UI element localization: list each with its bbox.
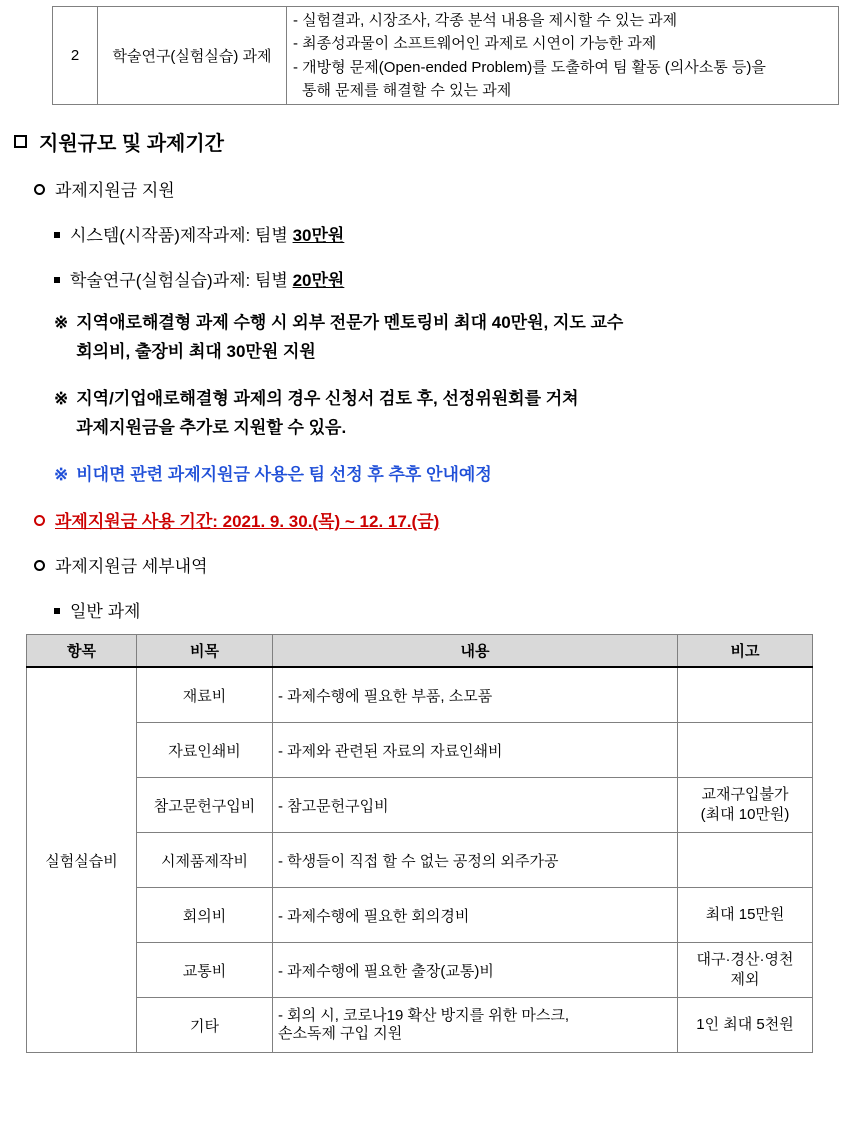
funding-usage-period (34, 507, 847, 532)
subsection-funding-details (34, 552, 847, 577)
table-row (53, 7, 839, 105)
table-row (27, 723, 813, 778)
subsection-support-funding (34, 176, 847, 201)
task-description-line-4 (293, 79, 834, 102)
square-bullet-icon (14, 135, 27, 148)
subsection-support-funding-text: 과제지원금 지원 (55, 181, 175, 200)
cell-content: - 과제수행에 필요한 출장(교통)비 (273, 943, 678, 998)
header-remark: 비고 (678, 635, 813, 668)
funding-item-system-amount: 30만원 (292, 226, 345, 245)
note-additional-funding (54, 385, 847, 443)
cell-remark: 최대 15만원 (678, 888, 813, 943)
cell-remark (678, 723, 813, 778)
cell-budget: 교통비 (137, 943, 273, 998)
cell-remark: 대구·경산·영천 제외 (678, 943, 813, 998)
funding-item-system-text (70, 221, 344, 246)
table-row (27, 778, 813, 833)
cell-remark (678, 833, 813, 888)
cell-budget: 시제품제작비 (137, 833, 273, 888)
cell-content: - 과제수행에 필요한 부품, 소모품 (273, 667, 678, 723)
funding-item-research-prefix: 학술연구(실험실습)과제: 팀별 (70, 271, 293, 290)
table-row (27, 833, 813, 888)
cell-remark: 교재구입불가 (최대 10만원) (678, 778, 813, 833)
table-row (27, 998, 813, 1053)
header-content: 내용 (273, 635, 678, 668)
small-square-bullet-icon (54, 232, 60, 238)
note-regional-mentoring-line-2: 회의비, 출장비 최대 30만원 지원 (76, 341, 316, 361)
note-additional-funding-line-1: 지역/기업애로해결형 과제의 경우 신청서 검토 후, 선정위원회를 거쳐 (76, 388, 579, 408)
header-budget: 비목 (137, 635, 273, 668)
task-description-line-1: - 실험결과, 시장조사, 각종 분석 내용을 제시할 수 있는 과제 (293, 12, 678, 29)
cell-content: - 참고문헌구입비 (273, 778, 678, 833)
cell-budget: 기타 (137, 998, 273, 1053)
table-row (27, 667, 813, 723)
funding-item-research-amount: 20만원 (292, 271, 345, 290)
funding-item-system-prefix: 시스템(시작품)제작과제: 팀별 (70, 226, 293, 245)
document-page (0, 6, 847, 1145)
cell-budget: 자료인쇄비 (137, 723, 273, 778)
cell-content: - 과제수행에 필요한 회의경비 (273, 888, 678, 943)
task-description-cell (287, 7, 839, 105)
cell-budget: 참고문헌구입비 (137, 778, 273, 833)
cell-remark (678, 667, 813, 723)
funding-usage-period-text: 과제지원금 사용 기간: 2021. 9. 30.(목) ~ 12. 17.(금) (55, 512, 440, 532)
note-additional-funding-body (76, 385, 578, 443)
note-additional-funding-line-2: 과제지원금을 추가로 지원할 수 있음. (76, 417, 347, 437)
funding-item-research (54, 266, 847, 291)
circle-bullet-icon (34, 560, 45, 571)
small-square-bullet-icon (54, 608, 60, 614)
funding-details-general-text: 일반 과제 (70, 602, 141, 622)
note-mark-icon: ※ (54, 313, 69, 332)
section-heading-text: 지원규모 및 과제기간 (39, 133, 224, 155)
cell-budget: 재료비 (137, 667, 273, 723)
funding-item-system (54, 221, 847, 246)
note-mark-icon: ※ (54, 464, 69, 484)
table-row (27, 888, 813, 943)
note-untact-guidance-body: 비대면 관련 과제지원금 사용은 팀 선정 후 추후 안내예정 (76, 464, 492, 484)
circle-bullet-icon (34, 184, 45, 195)
budget-detail-table (26, 634, 813, 1053)
circle-bullet-icon (34, 515, 45, 526)
table-row (27, 943, 813, 998)
task-description-line-2: - 최종성과물이 소프트웨어인 과제로 시연이 가능한 과제 (293, 35, 657, 53)
cell-remark: 1인 최대 5천원 (678, 998, 813, 1053)
section-heading (14, 127, 847, 156)
note-regional-mentoring-line-1: 지역애로해결형 과제 수행 시 외부 전문가 멘토링비 최대 40만원, 지도 교수 (76, 313, 624, 332)
task-description-line-4-text: 통해 문제를 해결할 수 있는 과제 (302, 81, 512, 99)
note-untact-guidance (54, 461, 847, 490)
task-description-line-3: - 개방형 문제(Open-ended Problem)를 도출하여 팀 활동 (의사소통 등)을 (293, 58, 766, 76)
funding-item-research-text (70, 266, 344, 291)
task-number-cell: 2 (53, 7, 98, 105)
cell-budget: 회의비 (137, 888, 273, 943)
note-regional-mentoring (54, 309, 847, 367)
cell-content: - 과제와 관련된 자료의 자료인쇄비 (273, 723, 678, 778)
table-header-row (27, 635, 813, 668)
note-mark-icon: ※ (54, 388, 69, 408)
cell-content: - 회의 시, 코로나19 확산 방지를 위한 마스크, 손소독제 구입 지원 (273, 998, 678, 1053)
task-type-cell: 학술연구(실험실습) 과제 (98, 7, 287, 105)
task-type-table (52, 6, 839, 105)
small-square-bullet-icon (54, 277, 60, 283)
cell-content: - 학생들이 직접 할 수 없는 공정의 외주가공 (273, 833, 678, 888)
funding-details-general (54, 597, 847, 622)
header-item: 항목 (27, 635, 137, 668)
note-regional-mentoring-body (76, 309, 623, 367)
subsection-funding-details-text: 과제지원금 세부내역 (55, 557, 208, 577)
cell-item-category: 실험실습비 (27, 667, 137, 1053)
